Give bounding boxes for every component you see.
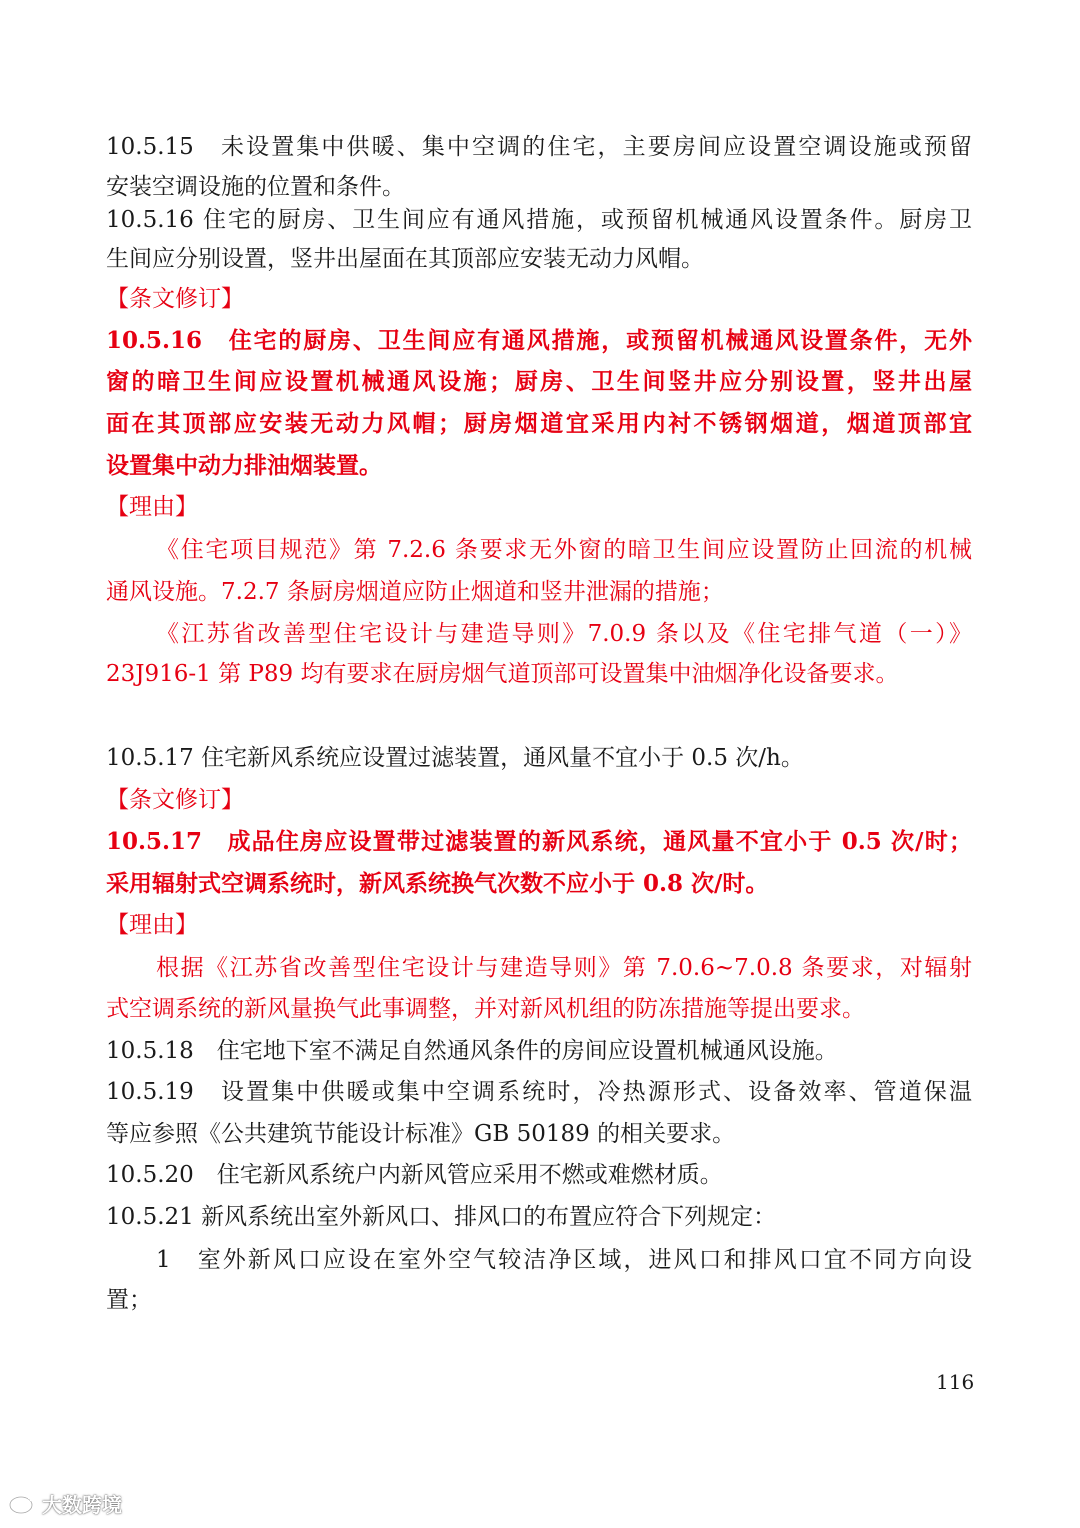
revised-10-5-16-line-3: 面在其顶部应安装无动力风帽；厨房烟道宜采用内衬不锈钢烟道，烟道顶部宜 [106, 410, 972, 437]
revised-10-5-17-line-2: 采用辐射式空调系统时，新风系统换气次数不应小于 0.8 次/时。 [106, 870, 769, 897]
clause-10-5-18: 10.5.18 住宅地下室不满足自然通风条件的房间应设置机械通风设施。 [106, 1038, 838, 1064]
clause-10-5-15-line-1: 10.5.15 未设置集中供暖、集中空调的住宅，主要房间应设置空调设施或预留 [106, 134, 972, 160]
revision-heading: 【条文修订】 [106, 286, 244, 312]
clause-10-5-16-line-2: 生间应分别设置，竖井出屋面在其顶部应安装无动力风帽。 [106, 246, 704, 272]
reason-heading: 【理由】 [106, 912, 198, 938]
clause-10-5-19-line-2: 等应参照《公共建筑节能设计标准》GB 50189 的相关要求。 [106, 1121, 736, 1147]
clause-10-5-21: 10.5.21 新风系统出室外新风口、排风口的布置应符合下列规定： [106, 1204, 777, 1230]
revised-10-5-16-line-4: 设置集中动力排油烟装置。 [106, 452, 382, 479]
clause-10-5-21-item-1-line-2: 置； [106, 1287, 152, 1313]
reason-10-5-17-line-1: 根据《江苏省改善型住宅设计与建造导则》第 7.0.6~7.0.8 条要求，对辐射 [156, 955, 972, 981]
page-number: 116 [936, 1370, 975, 1394]
reason-heading: 【理由】 [106, 494, 198, 520]
weibo-logo-icon [8, 1491, 38, 1515]
revised-10-5-16-line-2: 窗的暗卫生间应设置机械通风设施；厨房、卫生间竖井应分别设置，竖井出屋 [106, 368, 972, 395]
clause-10-5-17: 10.5.17 住宅新风系统应设置过滤装置，通风量不宜小于 0.5 次/h。 [106, 745, 804, 771]
reason-10-5-16-line-1: 《住宅项目规范》第 7.2.6 条要求无外窗的暗卫生间应设置防止回流的机械 [156, 537, 972, 563]
clause-10-5-15-line-2: 安装空调设施的位置和条件。 [106, 174, 405, 200]
reason-10-5-16-line-2: 通风设施。7.2.7 条厨房烟道应防止烟道和竖井泄漏的措施； [106, 579, 724, 605]
clause-10-5-21-item-1-line-1: 1 室外新风口应设在室外空气较洁净区域，进风口和排风口宜不同方向设 [156, 1247, 972, 1273]
reason-10-5-16-line-4: 23J916-1 第 P89 均有要求在厨房烟气道顶部可设置集中油烟净化设备要求。 [106, 661, 899, 687]
watermark-text: 大数跨境 [42, 1492, 122, 1517]
watermark [8, 1490, 122, 1516]
revision-heading: 【条文修订】 [106, 787, 244, 813]
clause-10-5-20: 10.5.20 住宅新风系统户内新风管应采用不燃或难燃材质。 [106, 1162, 723, 1188]
reason-10-5-17-line-2: 式空调系统的新风量换气此事调整，并对新风机组的防冻措施等提出要求。 [106, 996, 865, 1022]
clause-10-5-19-line-1: 10.5.19 设置集中供暖或集中空调系统时，冷热源形式、设备效率、管道保温 [106, 1079, 972, 1105]
reason-10-5-16-line-3: 《江苏省改善型住宅设计与建造导则》7.0.9 条以及《住宅排气道（一）》 [156, 621, 972, 647]
revised-10-5-16-line-1: 10.5.16 住宅的厨房、卫生间应有通风措施，或预留机械通风设置条件，无外 [106, 327, 972, 354]
revised-10-5-17-line-1: 10.5.17 成品住房应设置带过滤装置的新风系统，通风量不宜小于 0.5 次/时； [106, 828, 972, 855]
clause-10-5-16-line-1: 10.5.16 住宅的厨房、卫生间应有通风措施，或预留机械通风设置条件。厨房卫 [106, 207, 972, 233]
